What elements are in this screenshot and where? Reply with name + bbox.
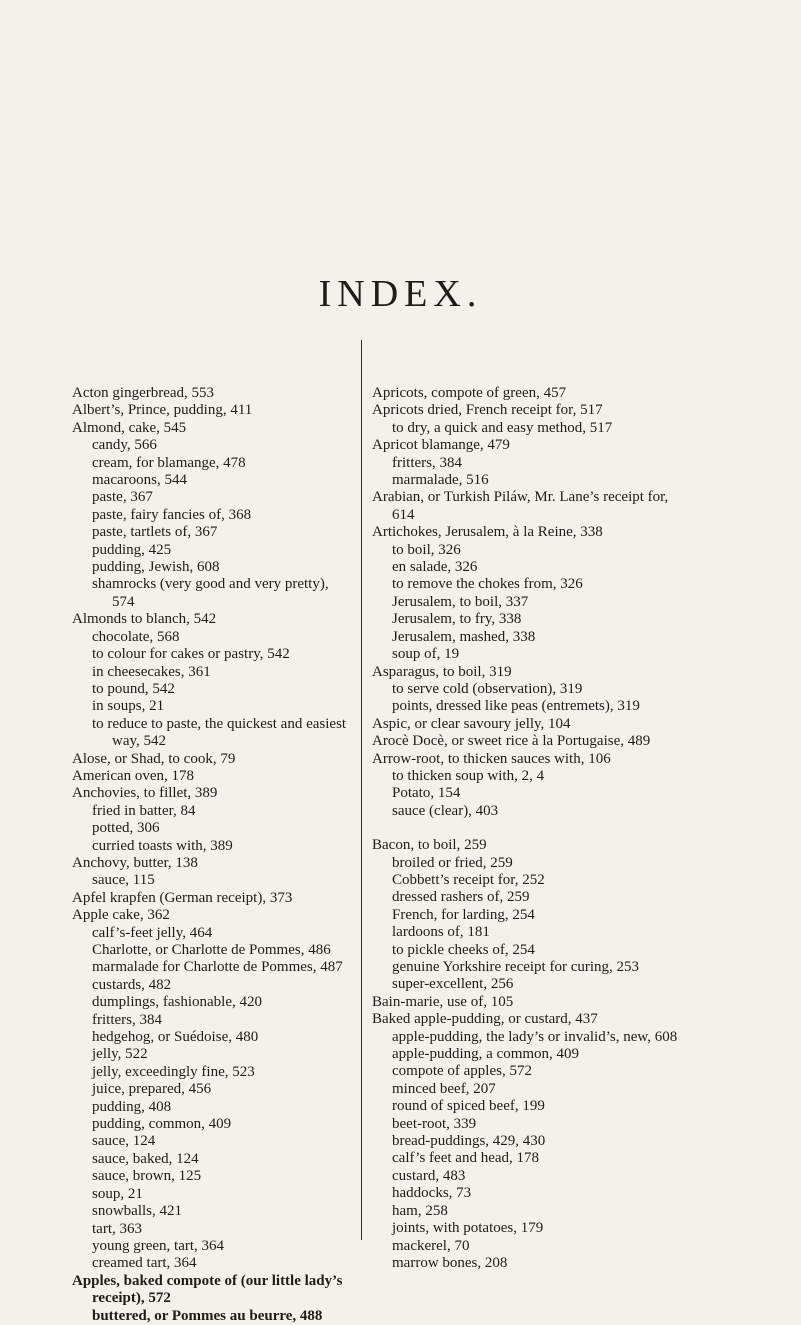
index-subentry: Jerusalem, to boil, 337 bbox=[392, 593, 529, 610]
index-entry: Arrow-root, to thicken sauces with, 106 bbox=[372, 750, 611, 767]
index-subentry: potted, 306 bbox=[92, 820, 160, 837]
index-subentry: tart, 363 bbox=[92, 1220, 142, 1237]
index-subentry: to reduce to paste, the quickest and easiest way, 542 bbox=[92, 715, 347, 750]
index-subentry: calf’s-feet jelly, 464 bbox=[92, 924, 213, 941]
index-entry: Almond, cake, 545 bbox=[72, 419, 187, 436]
index-subentry: Potato, 154 bbox=[392, 785, 461, 802]
index-subentry: points, dressed like peas (entremets), 319 bbox=[392, 698, 640, 715]
index-subentry: compote of apples, 572 bbox=[392, 1063, 532, 1080]
index-subentry: jelly, exceedingly fine, 523 bbox=[92, 1063, 255, 1080]
index-subentry: custard, 483 bbox=[392, 1167, 466, 1184]
index-subentry: Cobbett’s receipt for, 252 bbox=[392, 871, 545, 888]
index-subentry: dumplings, fashionable, 420 bbox=[92, 994, 262, 1011]
index-subentry: soup, 21 bbox=[92, 1185, 143, 1202]
index-subentry: en salade, 326 bbox=[392, 559, 478, 576]
index-subentry: custards, 482 bbox=[92, 976, 172, 993]
index-entry: Arocè Docè, or sweet rice à la Portugaise, 489 bbox=[372, 733, 651, 750]
index-subentry: jelly, 522 bbox=[92, 1046, 148, 1063]
index-subentry: hedgehog, or Suédoise, 480 bbox=[92, 1029, 259, 1046]
index-subentry: French, for larding, 254 bbox=[392, 906, 535, 923]
index-subentry: pudding, Jewish, 608 bbox=[92, 559, 220, 576]
index-entry: Anchovy, butter, 138 bbox=[72, 854, 198, 871]
index-subentry: young green, tart, 364 bbox=[92, 1237, 225, 1254]
index-subentry: soup of, 19 bbox=[392, 646, 460, 663]
index-subentry: cream, for blamange, 478 bbox=[92, 454, 246, 471]
index-subentry: shamrocks (very good and very pretty), 574 bbox=[92, 576, 329, 610]
index-entry: Arabian, or Turkish Piláw, Mr. Lane’s receipt for, 614 bbox=[372, 489, 669, 523]
index-subentry: Charlotte, or Charlotte de Pommes, 486 bbox=[92, 942, 331, 958]
index-subentry: to pound, 542 bbox=[92, 680, 175, 697]
index-subentry: sauce (clear), 403 bbox=[392, 802, 499, 819]
index-subentry: mackerel, 70 bbox=[392, 1237, 470, 1254]
index-entry: Apricots dried, French receipt for, 517 bbox=[372, 402, 603, 419]
index-entry: Asparagus, to boil, 319 bbox=[372, 663, 512, 680]
index-subentry: sauce, brown, 125 bbox=[92, 1168, 202, 1185]
index-entry: Albert’s, Prince, pudding, 411 bbox=[72, 402, 253, 419]
index-subentry: pudding, 425 bbox=[92, 541, 172, 558]
index-subentry: paste, 367 bbox=[92, 489, 153, 506]
index-subentry: fritters, 384 bbox=[392, 454, 462, 471]
index-subentry: to thicken soup with, 2, 4 bbox=[392, 767, 545, 784]
index-subentry: beet-root, 339 bbox=[392, 1115, 477, 1132]
index-subentry: Jerusalem, to fry, 338 bbox=[392, 611, 522, 628]
index-subentry: to dry, a quick and easy method, 517 bbox=[392, 419, 613, 436]
index-subentry: dressed rashers of, 259 bbox=[392, 889, 530, 906]
index-entry: Bain-marie, use of, 105 bbox=[372, 993, 514, 1010]
index-subentry: paste, fairy fancies of, 368 bbox=[92, 506, 252, 523]
index-subentry: super-excellent, 256 bbox=[392, 976, 514, 993]
index-entry: Apricot blamange, 479 bbox=[372, 437, 510, 454]
index-subentry: marmalade, 516 bbox=[392, 472, 489, 489]
index-subentry: apple-pudding, a common, 409 bbox=[392, 1046, 580, 1063]
index-subentry: apple-pudding, the lady’s or invalid’s, new, 608 bbox=[392, 1028, 678, 1045]
index-entry: Bacon, to boil, 259 bbox=[372, 837, 487, 854]
index-subentry: snowballs, 421 bbox=[92, 1203, 182, 1220]
index-entry: Artichokes, Jerusalem, à la Reine, 338 bbox=[372, 524, 603, 541]
index-subentry: buttered, or Pommes au beurre, 488 bbox=[92, 1307, 323, 1324]
index-subentry: calf’s feet and head, 178 bbox=[392, 1150, 540, 1167]
index-subentry: fritters, 384 bbox=[92, 1011, 162, 1028]
index-subentry: candy, 566 bbox=[92, 437, 157, 454]
index-subentry: to pickle cheeks of, 254 bbox=[392, 941, 535, 958]
index-subentry: haddocks, 73 bbox=[392, 1185, 472, 1202]
index-subentry: Jerusalem, mashed, 338 bbox=[392, 628, 536, 645]
index-subentry: to remove the chokes from, 326 bbox=[392, 576, 583, 593]
index-subentry: macaroons, 544 bbox=[92, 472, 187, 489]
index-subentry: to colour for cakes or pastry, 542 bbox=[92, 646, 290, 663]
index-column-left bbox=[72, 385, 354, 1325]
index-subentry: to boil, 326 bbox=[392, 541, 461, 558]
index-subentry: broiled or fried, 259 bbox=[392, 854, 513, 871]
index-column-right bbox=[372, 385, 684, 1272]
index-entry: American oven, 178 bbox=[72, 767, 195, 784]
index-subentry: bread-puddings, 429, 430 bbox=[392, 1133, 546, 1150]
index-subentry: in cheesecakes, 361 bbox=[92, 663, 211, 680]
index-subentry: paste, tartlets of, 367 bbox=[92, 524, 218, 541]
index-entry: Apples, baked compote of (our little lady’s receipt), 572 bbox=[72, 1272, 343, 1307]
index-entry: Acton gingerbread, 553 bbox=[72, 385, 215, 401]
index-subentry: sauce, 124 bbox=[92, 1133, 156, 1150]
index-subentry: round of spiced beef, 199 bbox=[392, 1098, 545, 1115]
index-subentry: joints, with potatoes, 179 bbox=[392, 1220, 544, 1237]
index-entry: Alose, or Shad, to cook, 79 bbox=[72, 750, 236, 767]
index-subentry: fried in batter, 84 bbox=[92, 802, 196, 819]
page-title: INDEX. bbox=[318, 273, 483, 315]
index-subentry: creamed tart, 364 bbox=[92, 1255, 197, 1272]
index-subentry: lardoons of, 181 bbox=[392, 924, 490, 941]
index-subentry: minced beef, 207 bbox=[392, 1080, 496, 1097]
index-entry: Apfel krapfen (German receipt), 373 bbox=[72, 889, 293, 906]
index-entry: Apple cake, 362 bbox=[72, 907, 170, 924]
index-subentry: chocolate, 568 bbox=[92, 628, 180, 645]
column-divider bbox=[361, 340, 362, 1240]
index-subentry: sauce, baked, 124 bbox=[92, 1150, 199, 1167]
index-subentry: sauce, 115 bbox=[92, 872, 155, 889]
index-subentry: marmalade for Charlotte de Pommes, 487 bbox=[92, 959, 343, 976]
index-entry: Aspic, or clear savoury jelly, 104 bbox=[372, 715, 571, 732]
index-subentry: pudding, common, 409 bbox=[92, 1116, 232, 1133]
index-subentry: genuine Yorkshire receipt for curing, 253 bbox=[392, 959, 640, 975]
index-subentry: marrow bones, 208 bbox=[392, 1254, 508, 1271]
index-entry: Almonds to blanch, 542 bbox=[72, 611, 217, 628]
index-subentry: in soups, 21 bbox=[92, 698, 165, 715]
index-subentry: curried toasts with, 389 bbox=[92, 837, 233, 854]
index-subentry: ham, 258 bbox=[392, 1202, 448, 1219]
index-subentry: juice, prepared, 456 bbox=[92, 1081, 212, 1098]
index-entry: Baked apple-pudding, or custard, 437 bbox=[372, 1011, 598, 1028]
index-subentry: to serve cold (observation), 319 bbox=[392, 680, 583, 697]
index-entry: Apricots, compote of green, 457 bbox=[372, 385, 567, 401]
index-subentry: pudding, 408 bbox=[92, 1098, 172, 1115]
index-entry: Anchovies, to fillet, 389 bbox=[72, 785, 218, 802]
